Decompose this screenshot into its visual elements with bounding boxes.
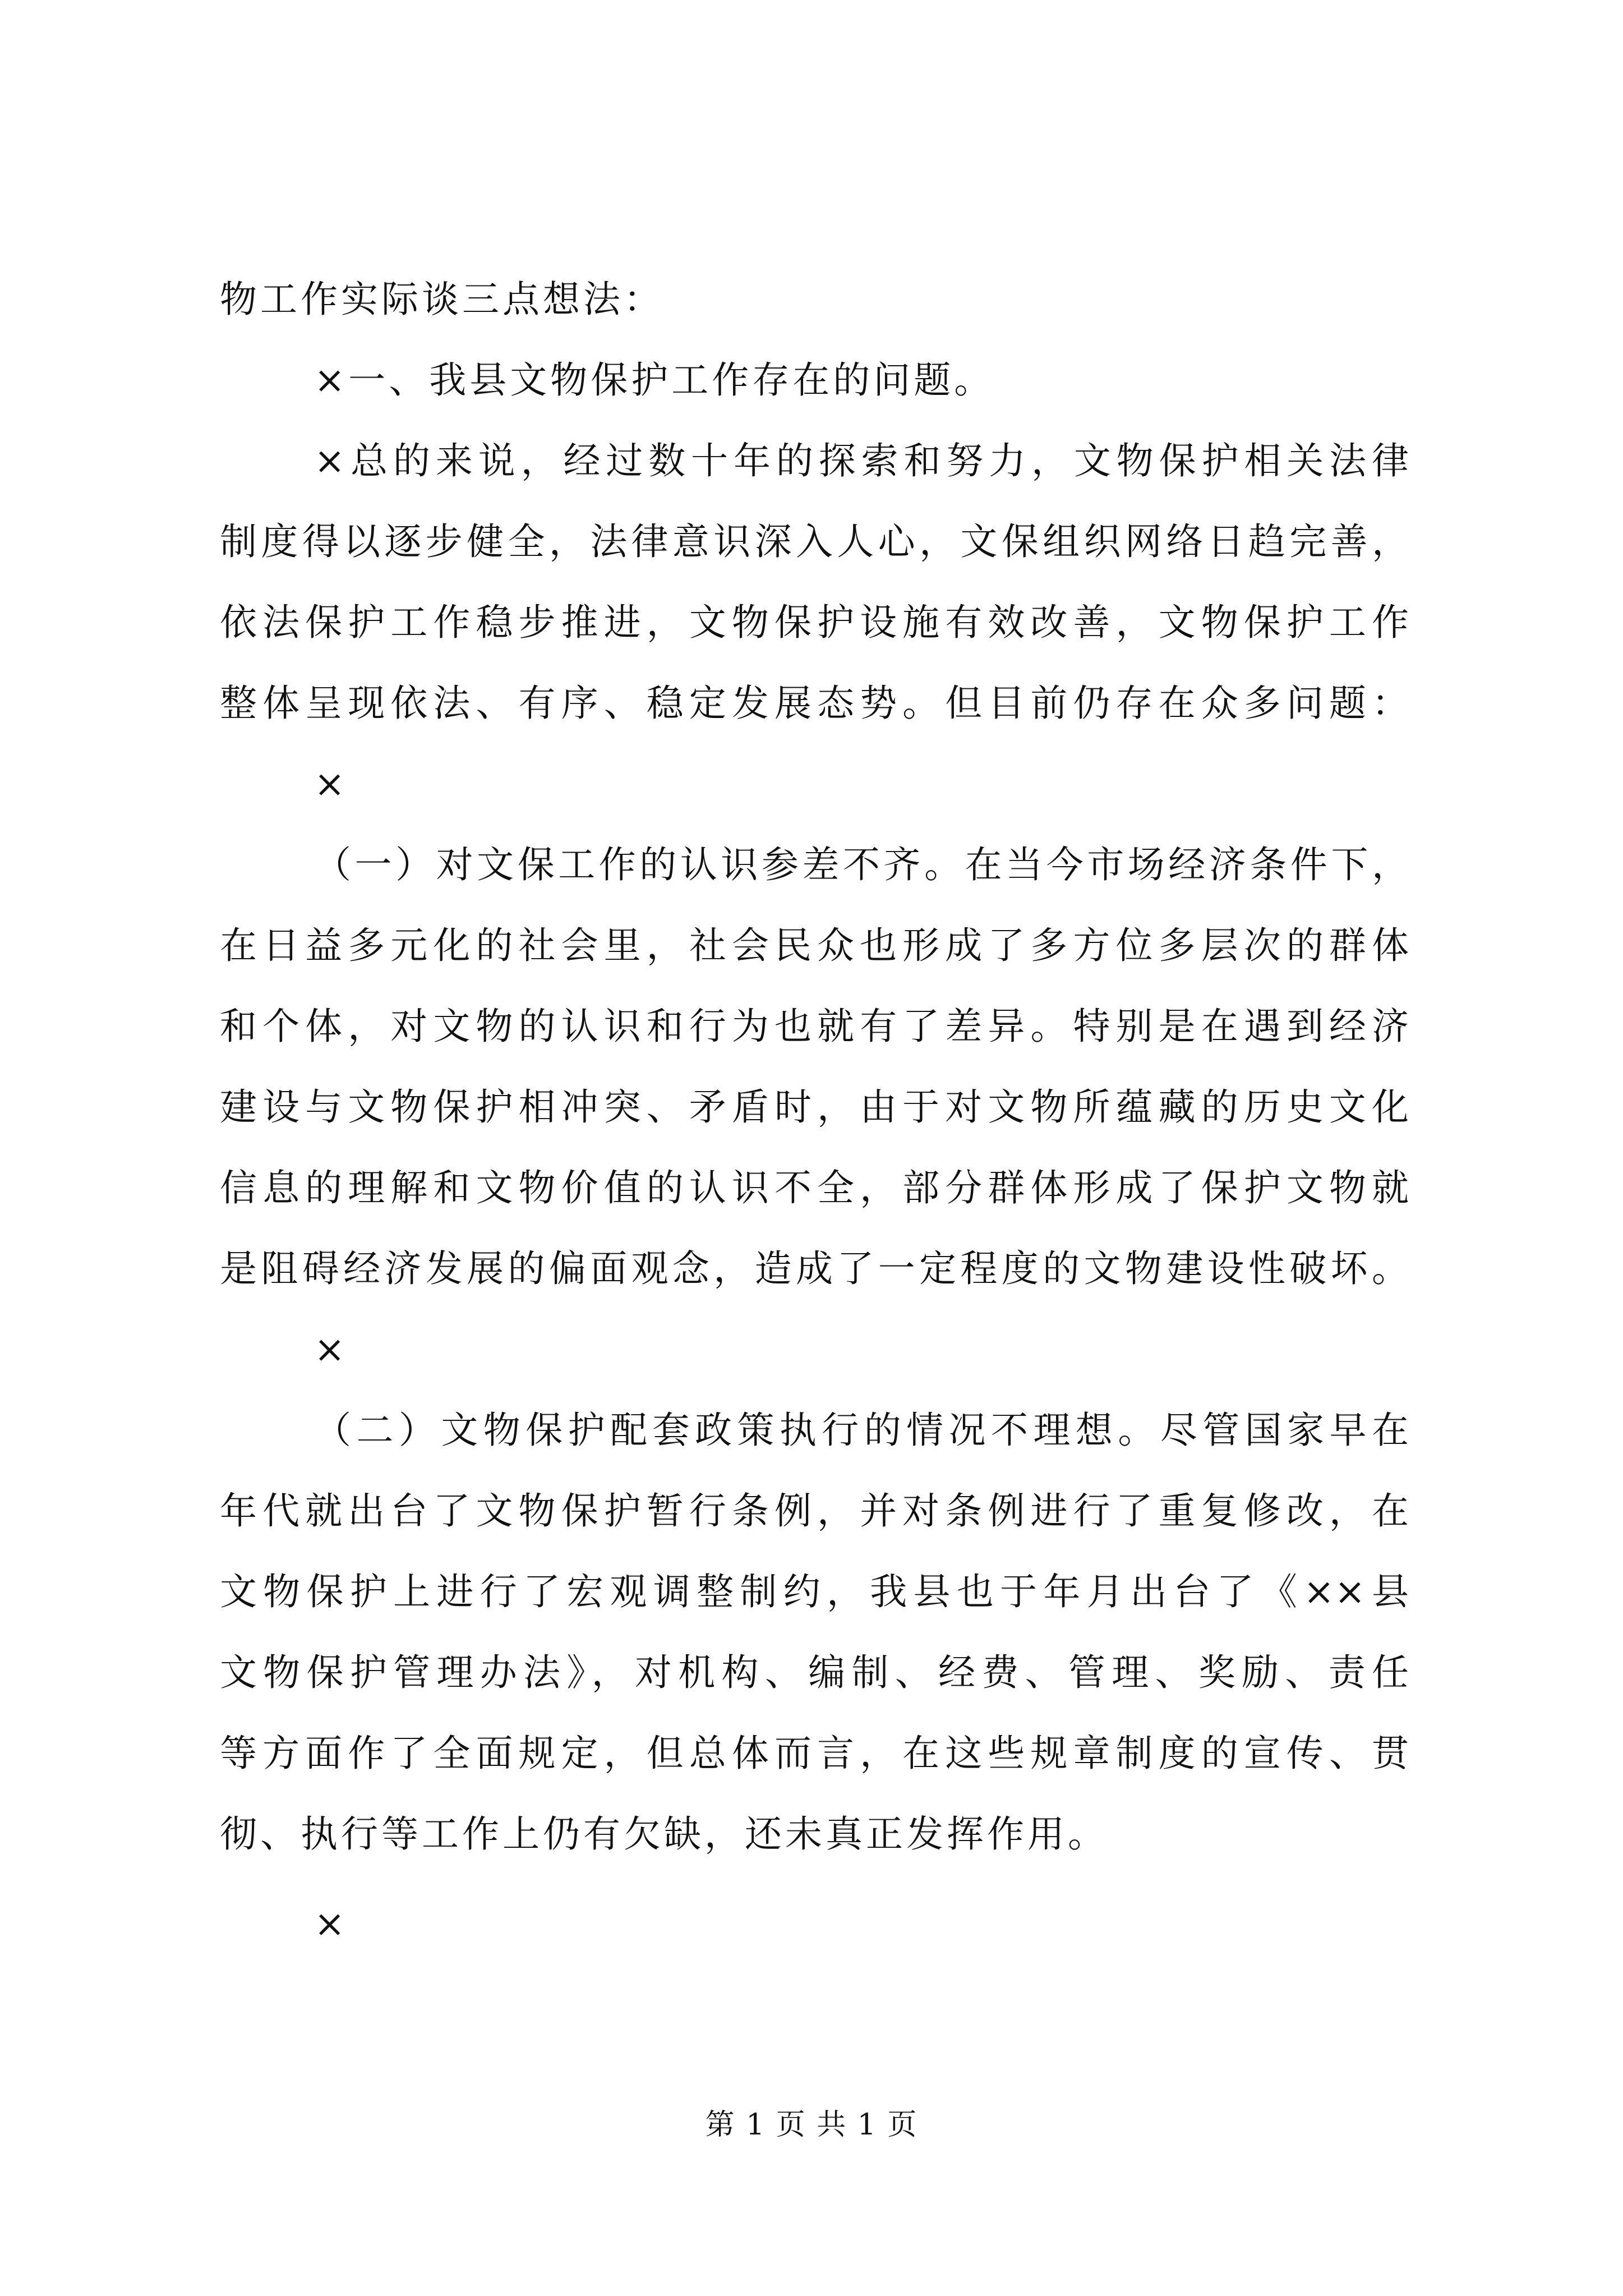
paragraph-line: 在日益多元化的社会里，社会民众也形成了多方位多层次的群体 (220, 924, 1409, 967)
separator-mark: × (314, 1328, 349, 1371)
paragraph-line: 物工作实际谈三点想法： (220, 278, 664, 321)
paragraph-line: 文物保护上进行了宏观调整制约，我县也于年月出台了《××县 (220, 1570, 1409, 1613)
paragraph-line: 和个体，对文物的认识和行为也就有了差异。特别是在遇到经济 (220, 1005, 1409, 1048)
section-heading: ×一、我县文物保护工作存在的问题。 (314, 358, 995, 402)
paragraph-line: 建设与文物保护相冲突、矛盾时，由于对文物所蕴藏的历史文化 (220, 1085, 1409, 1129)
subsection-heading: （一）对文保工作的认识参差不齐。在当今市场经济条件下， (314, 843, 1409, 886)
paragraph-line: 彻、执行等工作上仍有欠缺，还未真正发挥作用。 (220, 1812, 1108, 1856)
separator-mark: × (314, 762, 349, 806)
paragraph-line: 依法保护工作稳步推进，文物保护设施有效改善，文物保护工作 (220, 601, 1409, 644)
paragraph-line: 等方面作了全面规定，但总体而言，在这些规章制度的宣传、贯 (220, 1732, 1409, 1775)
paragraph-line: ×总的来说，经过数十年的探索和努力，文物保护相关法律 (314, 439, 1409, 482)
document-body (220, 259, 1409, 1964)
paragraph-line: 文物保护管理办法》，对机构、编制、经费、管理、奖励、责任 (220, 1651, 1409, 1694)
paragraph-line: 信息的理解和文物价值的认识不全，部分群体形成了保护文物就 (220, 1166, 1409, 1209)
page-footer: 第 1 页 共 1 页 (705, 2108, 918, 2142)
separator-mark: × (314, 1902, 349, 1945)
paragraph-line: 年代就出台了文物保护暂行条例，并对条例进行了重复修改，在 (220, 1489, 1409, 1533)
subsection-heading: （二）文物保护配套政策执行的情况不理想。尽管国家早在 (314, 1409, 1409, 1452)
paragraph-line: 整体呈现依法、有序、稳定发展态势。但目前仍存在众多问题： (220, 682, 1409, 725)
paragraph-line: 是阻碍经济发展的偏面观念，造成了一定程度的文物建设性破坏。 (220, 1247, 1409, 1290)
paragraph-line: 制度得以逐步健全，法律意识深入人心，文保组织网络日趋完善， (220, 520, 1409, 563)
